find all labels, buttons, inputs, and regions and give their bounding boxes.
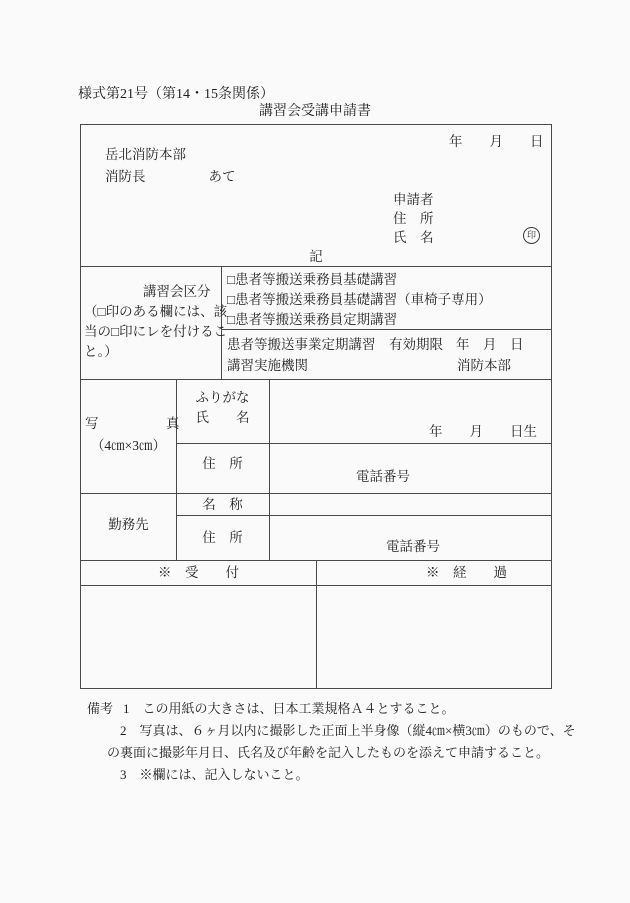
border-h-checkbox-bottom: [221, 329, 551, 330]
ki-heading: 記: [309, 249, 323, 264]
address-field-label: 住 所: [202, 456, 243, 471]
addressee-suffix: あて: [208, 169, 236, 184]
institution-label: 講習実施機関: [227, 358, 308, 373]
phone-label-personal: 電話番号: [356, 469, 410, 484]
photo-size-label: （4㎝×3㎝）: [90, 438, 167, 453]
checkbox-option-periodic: □患者等搬送乗務員定期講習: [227, 312, 398, 327]
border-h-header-bottom: [81, 266, 551, 267]
workplace-address-label: 住 所: [202, 530, 243, 545]
office-progress-header: ※ 経 過: [426, 565, 507, 580]
note-line-3: [120, 767, 309, 782]
phone-label-workplace: 電話番号: [386, 539, 440, 554]
form-number: 様式第21号（第14・15条関係）: [78, 87, 274, 102]
photo-label: 写 真: [85, 416, 180, 431]
checkbox-option-basic: □患者等搬送乗務員基礎講習: [227, 272, 398, 287]
workplace-label: 勤務先: [108, 517, 149, 532]
office-reception-header: ※ 受 付: [158, 565, 239, 580]
application-date-line: 年 月 日: [449, 134, 544, 149]
note-line-2-continued: [107, 745, 549, 760]
validity-date-placeholder: 年 月 日: [456, 337, 524, 352]
form-table: [80, 124, 552, 689]
workplace-name-label: 名 称: [202, 497, 243, 512]
addressee-line: [105, 169, 236, 184]
note-3-text: ※欄には、記入しないこと。: [139, 767, 309, 782]
applicant-address-label: 住 所: [393, 211, 434, 226]
course-category-note-line3: と。）: [84, 344, 118, 359]
border-h-photo-bottom: [81, 493, 551, 494]
birthdate-placeholder: 年 月 日生: [429, 424, 537, 439]
addressee-role: 消防長: [105, 169, 146, 184]
note-2-number: 2: [120, 723, 127, 738]
note-line-2: [120, 723, 576, 738]
checkbox-option-wheelchair: □患者等搬送乗務員基礎講習（車椅子専用）: [227, 292, 492, 307]
note-1-text: この用紙の大きさは、日本工業規格Ａ４とすること。: [142, 701, 455, 716]
note-3-number: 3: [120, 767, 127, 782]
border-h-workname-bottom: [176, 515, 551, 516]
note-2-text-continued: の裏面に撮影年月日、氏名及び年齢を記入したものを添えて申請すること。: [107, 745, 550, 760]
border-h-course-bottom: [81, 379, 551, 380]
note-2-text: 写真は、６ヶ月以内に撮影した正面上半身像（縦4㎝×横3㎝）のもので、そ: [139, 723, 576, 738]
validity-label: 患者等搬送事業定期講習 有効期限: [227, 337, 443, 352]
border-v-office-split: [316, 560, 317, 688]
course-category-note-line2: 当の□印にレを付けるこ: [84, 324, 228, 339]
course-category-note-line1: （□印のある欄には、該: [84, 304, 228, 319]
applicant-label: 申請者: [393, 192, 434, 207]
addressee-organization: 岳北消防本部: [105, 147, 186, 162]
institution-suffix: 消防本部: [457, 358, 511, 373]
furigana-label: ふりがな: [195, 390, 250, 405]
form-title: 講習会受講申請書: [259, 104, 371, 119]
seal-icon: 印: [523, 227, 540, 244]
course-category-title: 講習会区分: [143, 284, 211, 299]
name-field-label: 氏 名: [195, 410, 250, 425]
border-v-course-label: [221, 266, 222, 379]
applicant-name-label: 氏 名: [393, 230, 434, 245]
border-v-field-label: [269, 379, 270, 560]
note-line-1: [87, 701, 455, 716]
border-h-name-bottom: [176, 443, 551, 444]
notes-label: 備考: [87, 701, 114, 716]
note-1-number: 1: [123, 701, 130, 716]
